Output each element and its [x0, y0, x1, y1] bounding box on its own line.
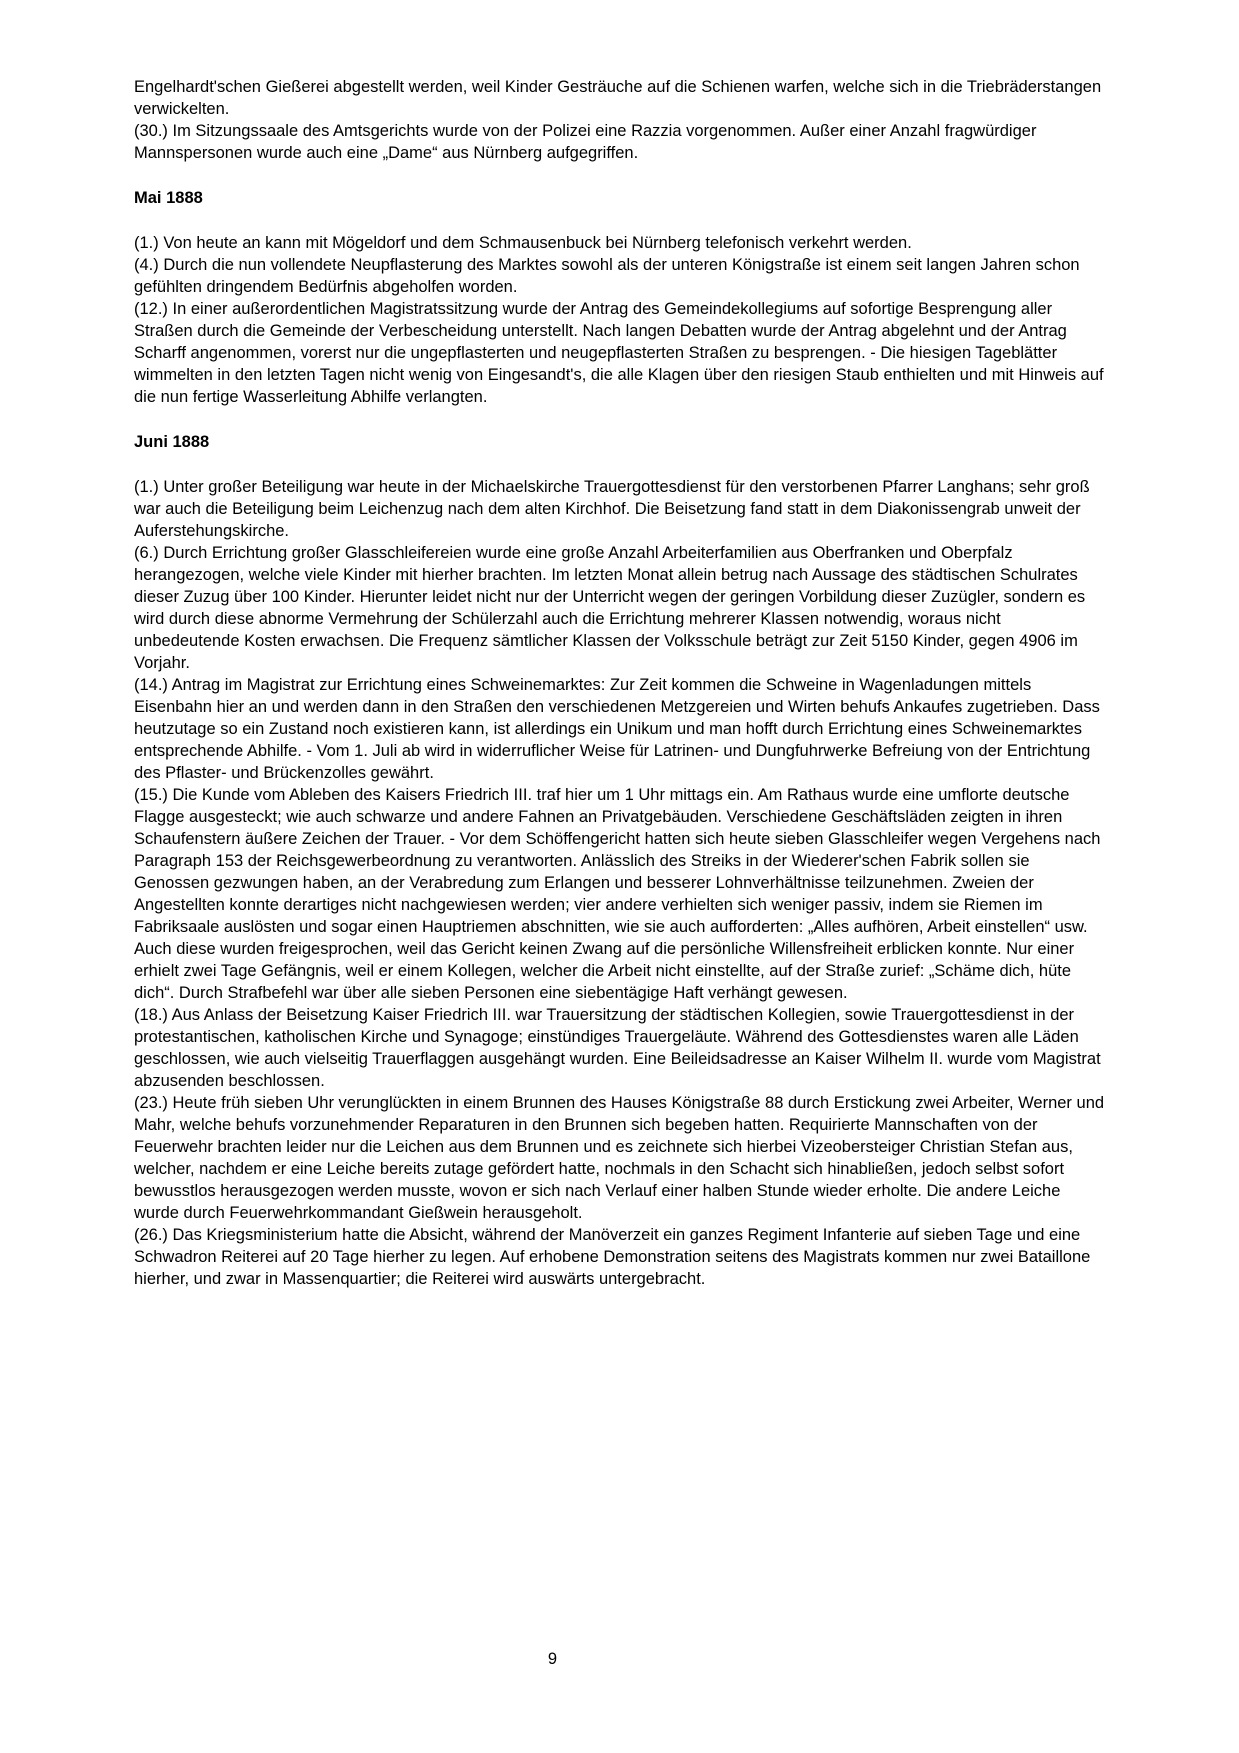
paragraph-juni-entry-23: (23.) Heute früh sieben Uhr verunglückten in einem Brunnen des Hauses Königstraße 88 durch Erstickung zwei Arbeiter, Werner und Mahr, welche behufs vorzunehmender Reparaturen in den Brunnen sich begeben hatten. Requirierte Mannschaften von der Feuerwehr brachten leider nur die Leichen aus dem Brunnen und es zeichnete sich hierbei Vizeobersteiger Christian Stefan aus, welcher, nachdem er eine Leiche bereits zutage gefördert hatte, nochmals in den Schacht sich hinabließen, jedoch selbst sofort bewusstlos herausgezogen werden musste, wovon er sich nach Verlauf einer halben Stunde wieder erholte. Die andere Leiche wurde durch Feuerwehrkommandant Gießwein herausgeholt. — [134, 1094, 1105, 1222]
page-content — [134, 76, 1109, 1290]
paragraph-juni-entry-14: (14.) Antrag im Magistrat zur Errichtung eines Schweinemarktes: Zur Zeit kommen die Schweine in Wagenladungen mittels Eisenbahn hier an und werden dann in den Straßen den verschiedenen Metzgereien und Wirten behufs Ankaufes zugetrieben. Dass heutzutage so ein Zustand noch existieren kann, ist allerdings ein Unikum und man hofft durch Errichtung eines Schweinemarktes entsprechende Abhilfe. - Vom 1. Juli ab wird in widerruflicher Weise für Latrinen- und Dungfuhrwerke Befreiung von der Entrichtung des Pflaster- und Brückenzolles gewährt. — [134, 676, 1100, 782]
paragraph-mai-entry-4: (4.) Durch die nun vollendete Neupflasterung des Marktes sowohl als der unteren Königstraße ist einem seit langen Jahren schon gefühlten dringendem Bedürfnis abgeholfen worden. — [134, 256, 1080, 296]
paragraph-entry-30: (30.) Im Sitzungssaale des Amtsgerichts wurde von der Polizei eine Razzia vorgenommen. Außer einer Anzahl fragwürdiger Mannspersonen wurde auch eine „Dame“ aus Nürnberg aufgegriffen. — [134, 122, 1037, 162]
section-heading-juni-1888: Juni 1888 — [134, 433, 210, 451]
paragraph-juni-entry-1: (1.) Unter großer Beteiligung war heute in der Michaelskirche Trauergottesdienst für den verstorbenen Pfarrer Langhans; sehr groß war auch die Beteiligung beim Leichenzug nach dem alten Kirchhof. Die Beisetzung fand statt in dem Diakonissengrab unweit der Auferstehungskirche. — [134, 478, 1090, 540]
page-number: 9 — [547, 1650, 558, 1668]
paragraph-continuation: Engelhardt'schen Gießerei abgestellt werden, weil Kinder Gesträuche auf die Schienen warfen, welche sich in die Triebräderstangen verwickelten. — [134, 78, 1102, 118]
paragraph-mai-entry-12: (12.) In einer außerordentlichen Magistratssitzung wurde der Antrag des Gemeindekollegiums auf sofortige Besprengung aller Straßen durch die Gemeinde der Verbescheidung unterstellt. Nach langen Debatten wurde der Antrag abgelehnt und der Antrag Scharff angenommen, vorerst nur die ungepflasterten und neugepflasterten Straßen zu besprengen. - Die hiesigen Tageblätter wimmelten in den letzten Tagen nicht wenig von Eingesandt's, die alle Klagen über den riesigen Staub enthielten und mit Hinweis auf die nun fertige Wasserleitung Abhilfe verlangten. — [134, 300, 1104, 406]
paragraph-juni-entry-15: (15.) Die Kunde vom Ableben des Kaisers Friedrich III. traf hier um 1 Uhr mittags ein. Am Rathaus wurde eine umflorte deutsche Flagge ausgesteckt; wie auch schwarze und andere Fahnen an Privatgebäuden. Verschiedene Geschäftsläden zeigten in ihren Schaufenstern äußere Zeichen der Trauer. - Vor dem Schöffengericht hatten sich heute sieben Glasschleifer wegen Vergehens nach Paragraph 153 der Reichsgewerbeordnung zu verantworten. Anlässlich des Streiks in der Wiederer'schen Fabrik sollen sie Genossen gezwungen haben, an der Verabredung zum Erlangen und besserer Lohnverhältnisse teilzunehmen. Zweien der Angestellten konnte derartiges nicht nachgewiesen werden; vier andere verhielten sich weniger passiv, indem sie Riemen im Fabriksaale auslösten und sogar einen Hauptriemen abschnitten, wie sie auch aufforderten: „Alles aufhören, Arbeit einstellen“ usw. Auch diese wurden freigesprochen, weil das Gericht keinen Zwang auf die persönliche Willensfreiheit erblicken konnte. Nur einer erhielt zwei Tage Gefängnis, weil er einem Kollegen, welcher die Arbeit nicht einstellte, auf der Straße zurief: „Schäme dich, hüte dich“. Durch Strafbefehl war über alle sieben Personen eine siebentägige Haft verhängt gewesen. — [134, 786, 1101, 1002]
paragraph-juni-entry-18: (18.) Aus Anlass der Beisetzung Kaiser Friedrich III. war Trauersitzung der städtischen Kollegien, sowie Trauergottesdienst in der protestantischen, katholischen Kirche und Synagoge; einstündiges Trauergeläute. Während des Gottesdienstes waren alle Läden geschlossen, wie auch vielseitig Trauerflaggen ausgehängt wurden. Eine Beileidsadresse an Kaiser Wilhelm II. wurde vom Magistrat abzusenden beschlossen. — [134, 1006, 1101, 1090]
paragraph-juni-entry-6: (6.) Durch Errichtung großer Glasschleifereien wurde eine große Anzahl Arbeiterfamilien aus Oberfranken und Oberpfalz herangezogen, welche viele Kinder mit hierher brachten. Im letzten Monat allein betrug nach Aussage des städtischen Schulrates dieser Zuzug über 100 Kinder. Hierunter leidet nicht nur der Unterricht wegen der geringen Vorbildung dieser Zuzügler, sondern es wird durch diese abnorme Vermehrung der Schülerzahl auch die Errichtung mehrerer Klassen notwendig, woraus nicht unbedeutende Kosten erwachsen. Die Frequenz sämtlicher Klassen der Volksschule beträgt zur Zeit 5150 Kinder, gegen 4906 im Vorjahr. — [134, 544, 1086, 672]
section-heading-mai-1888: Mai 1888 — [134, 189, 203, 207]
paragraph-mai-entry-1: (1.) Von heute an kann mit Mögeldorf und dem Schmausenbuck bei Nürnberg telefonisch verkehrt werden. — [134, 234, 912, 252]
paragraph-juni-entry-26: (26.) Das Kriegsministerium hatte die Absicht, während der Manöverzeit ein ganzes Regiment Infanterie auf sieben Tage und eine Schwadron Reiterei auf 20 Tage hierher zu legen. Auf erhobene Demonstration seitens des Magistrats kommen nur zwei Bataillone hierher, und zwar in Massenquartier; die Reiterei wird auswärts untergebracht. — [134, 1226, 1091, 1288]
